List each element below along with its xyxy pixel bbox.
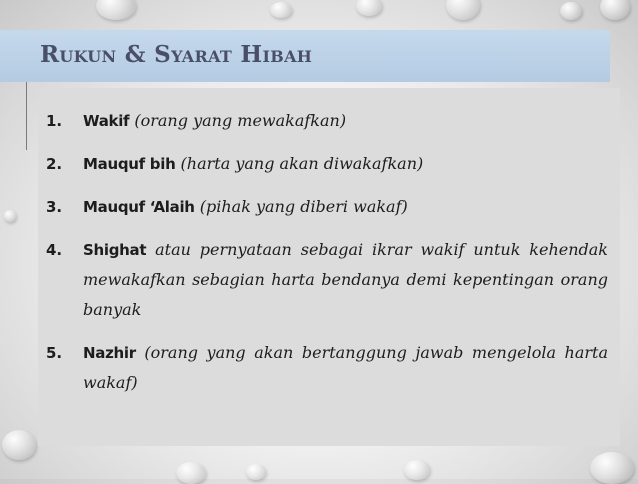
item-term: Mauquf bih xyxy=(83,155,176,173)
rukun-list xyxy=(38,88,620,398)
content-box xyxy=(38,88,620,446)
water-droplet xyxy=(590,452,634,484)
item-body xyxy=(83,235,608,325)
water-droplet xyxy=(4,210,16,222)
list-item xyxy=(46,235,608,325)
water-droplet xyxy=(176,462,206,484)
water-droplet xyxy=(446,0,480,20)
slide-title: Rukun & Syarat Hibah xyxy=(40,41,313,68)
item-term: Mauquf ‘Alaih xyxy=(83,198,195,216)
list-item xyxy=(46,106,608,136)
item-number: 5. xyxy=(46,344,63,362)
water-droplet xyxy=(96,0,136,20)
item-description: atau pernyataan sebagai ikrar wakif untuk kehendak mewakafkan sebagian harta bendanya demi kepentingan orang banyak xyxy=(83,240,608,319)
item-description: (harta yang akan diwakafkan) xyxy=(175,154,424,173)
item-term: Wakif xyxy=(83,112,130,130)
water-droplet xyxy=(560,2,582,20)
list-item xyxy=(46,149,608,179)
item-number: 1. xyxy=(46,112,63,130)
list-item xyxy=(46,338,608,398)
item-term: Shighat xyxy=(83,241,147,259)
item-description: (orang yang mewakafkan) xyxy=(129,111,347,130)
item-body xyxy=(83,192,608,222)
item-number: 3. xyxy=(46,198,63,216)
item-body xyxy=(83,338,608,398)
water-droplet xyxy=(404,460,430,480)
item-number: 4. xyxy=(46,241,63,259)
item-term: Nazhir xyxy=(83,344,136,362)
water-droplet xyxy=(270,2,292,18)
item-body xyxy=(83,149,608,179)
item-description: (orang yang akan bertanggung jawab mengelola harta wakaf) xyxy=(83,343,608,392)
item-description: (pihak yang diberi wakaf) xyxy=(194,197,408,216)
water-droplet xyxy=(2,430,36,460)
item-number: 2. xyxy=(46,155,63,173)
water-droplet xyxy=(246,464,266,480)
water-droplet xyxy=(356,0,382,16)
item-body xyxy=(83,106,608,136)
list-item xyxy=(46,192,608,222)
water-droplet xyxy=(600,0,630,20)
